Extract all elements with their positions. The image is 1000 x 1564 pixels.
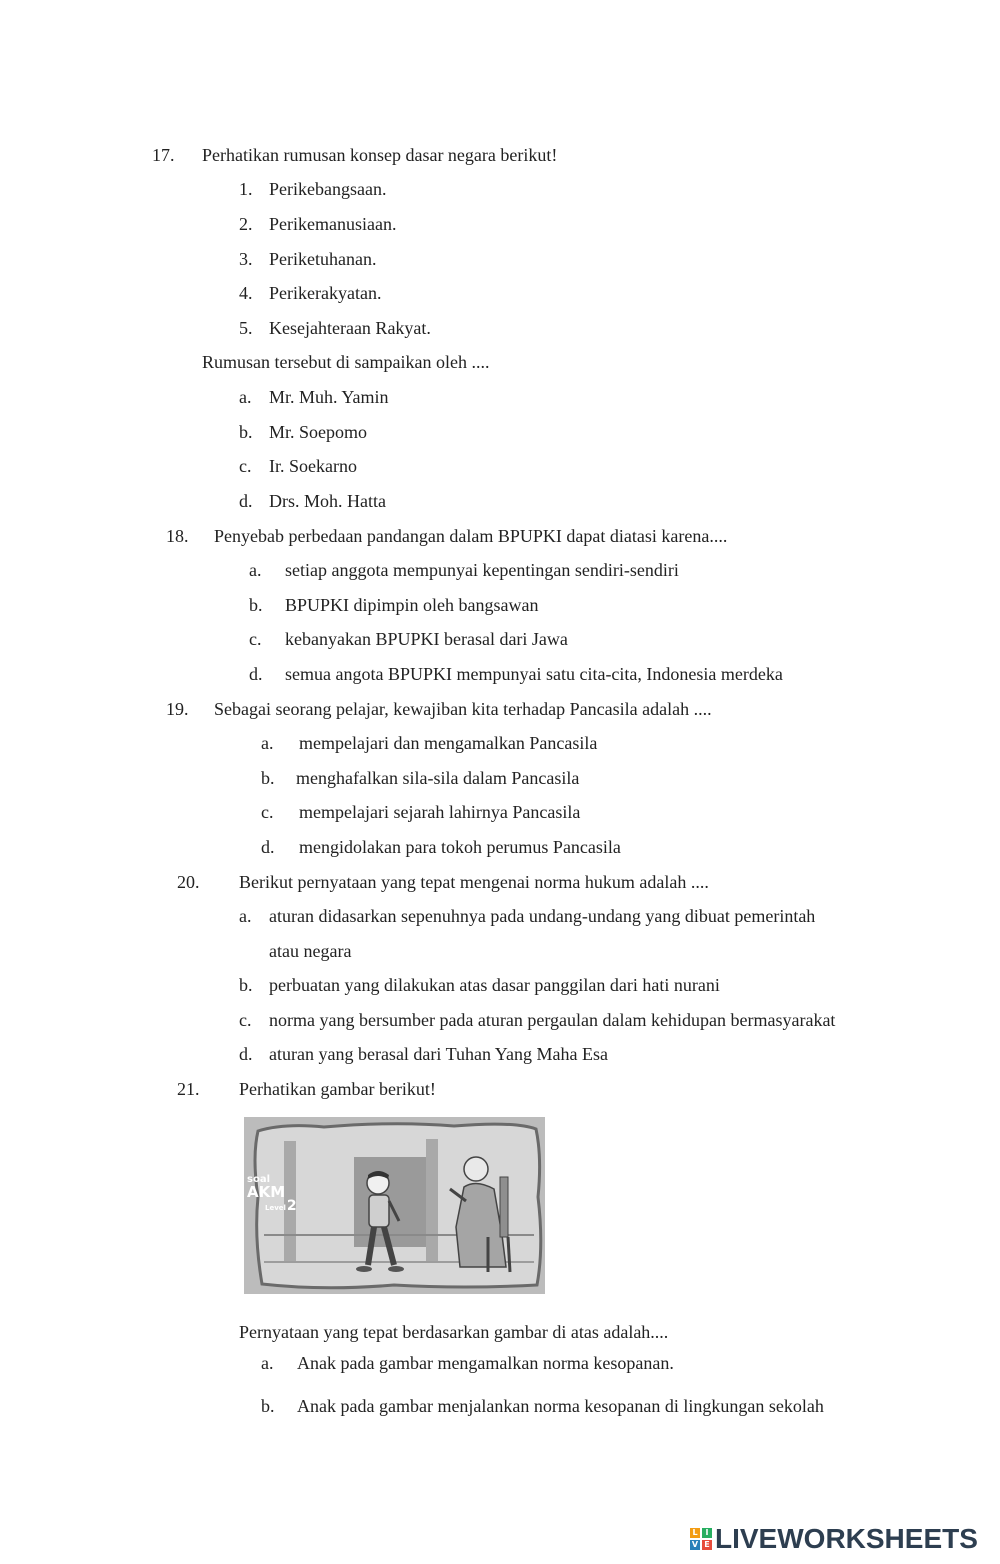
q17-option-letter[interactable]: d.	[239, 491, 253, 511]
q20-option-letter[interactable]: b.	[239, 975, 253, 995]
q18-option-letter[interactable]: b.	[249, 595, 263, 615]
akm-badge-level: 2	[286, 1198, 297, 1214]
akm-badge-top: soal	[247, 1174, 270, 1185]
q21-number: 21.	[177, 1079, 200, 1099]
q17-item-text: Kesejahteraan Rakyat.	[269, 318, 431, 338]
q17-stem: Rumusan tersebut di sampaikan oleh ....	[202, 352, 490, 372]
q18-option-letter[interactable]: d.	[249, 664, 263, 684]
q18-option-b[interactable]: BPUPKI dipimpin oleh bangsawan	[285, 595, 539, 615]
q20-option-b[interactable]: perbuatan yang dilakukan atas dasar panggilan dari hati nurani	[269, 975, 720, 995]
q17-option-letter[interactable]: c.	[239, 456, 252, 476]
q21-option-a[interactable]: Anak pada gambar mengamalkan norma kesopanan.	[297, 1353, 674, 1373]
q17-item-number: 2.	[239, 214, 253, 234]
q19-number: 19.	[166, 699, 189, 719]
q17-number: 17.	[152, 145, 175, 165]
q18-option-d[interactable]: semua angota BPUPKI mempunyai satu cita-cita, Indonesia merdeka	[285, 664, 783, 684]
q19-option-letter[interactable]: b.	[261, 768, 275, 788]
q17-option-a[interactable]: Mr. Muh. Yamin	[269, 387, 389, 407]
q21-prompt: Perhatikan gambar berikut!	[239, 1079, 436, 1099]
q17-item-text: Perikemanusiaan.	[269, 214, 397, 234]
q17-option-d[interactable]: Drs. Moh. Hatta	[269, 491, 386, 511]
logo-tiles-icon	[690, 1528, 712, 1550]
q19-option-b[interactable]: menghafalkan sila-sila dalam Pancasila	[296, 768, 580, 788]
q18-option-letter[interactable]: a.	[249, 560, 262, 580]
q20-option-letter[interactable]: d.	[239, 1044, 253, 1064]
q20-option-a-continued[interactable]: atau negara	[269, 941, 352, 961]
q18-option-a[interactable]: setiap anggota mempunyai kepentingan sendiri-sendiri	[285, 560, 679, 580]
q17-item-number: 4.	[239, 283, 253, 303]
q17-option-letter[interactable]: b.	[239, 422, 253, 442]
q17-prompt: Perhatikan rumusan konsep dasar negara berikut!	[202, 145, 558, 165]
q19-option-d[interactable]: mengidolakan para tokoh perumus Pancasila	[299, 837, 621, 857]
q17-option-c[interactable]: Ir. Soekarno	[269, 456, 357, 476]
logo-tile: E	[702, 1540, 712, 1550]
logo-tile: L	[690, 1528, 700, 1538]
q17-item-number: 3.	[239, 249, 253, 269]
liveworksheets-logo[interactable]	[690, 1522, 978, 1556]
q17-item-text: Periketuhanan.	[269, 249, 377, 269]
akm-badge	[247, 1175, 307, 1212]
q18-option-c[interactable]: kebanyakan BPUPKI berasal dari Jawa	[285, 629, 568, 649]
q20-option-letter[interactable]: c.	[239, 1010, 252, 1030]
q20-prompt: Berikut pernyataan yang tepat mengenai norma hukum adalah ....	[239, 872, 709, 892]
q18-option-letter[interactable]: c.	[249, 629, 262, 649]
q19-option-c[interactable]: mempelajari sejarah lahirnya Pancasila	[299, 802, 581, 822]
q18-number: 18.	[166, 526, 189, 546]
q17-item-text: Perikerakyatan.	[269, 283, 382, 303]
q17-item-text: Perikebangsaan.	[269, 179, 387, 199]
q17-option-b[interactable]: Mr. Soepomo	[269, 422, 368, 442]
q19-prompt: Sebagai seorang pelajar, kewajiban kita terhadap Pancasila adalah ....	[214, 699, 712, 719]
q18-prompt: Penyebab perbedaan pandangan dalam BPUPKI dapat diatasi karena....	[214, 526, 728, 546]
q20-option-d[interactable]: aturan yang berasal dari Tuhan Yang Maha Esa	[269, 1044, 608, 1064]
q19-option-a[interactable]: mempelajari dan mengamalkan Pancasila	[299, 733, 598, 753]
q17-option-letter[interactable]: a.	[239, 387, 252, 407]
q19-option-letter[interactable]: d.	[261, 837, 275, 857]
logo-tile: V	[691, 1540, 699, 1549]
q20-option-a[interactable]: aturan didasarkan sepenuhnya pada undang-undang yang dibuat pemerintah	[269, 906, 816, 926]
q21-option-letter[interactable]: a.	[261, 1353, 274, 1373]
akm-badge-sub: Level	[265, 1204, 286, 1212]
q21-illustration	[244, 1117, 545, 1294]
q20-number: 20.	[177, 872, 200, 892]
logo-tile: I	[702, 1528, 712, 1538]
q19-option-letter[interactable]: a.	[261, 733, 274, 753]
q21-option-b[interactable]: Anak pada gambar menjalankan norma kesopanan di lingkungan sekolah	[297, 1396, 824, 1416]
q19-option-letter[interactable]: c.	[261, 802, 274, 822]
q17-item-number: 5.	[239, 318, 253, 338]
q20-option-c[interactable]: norma yang bersumber pada aturan pergaulan dalam kehidupan bermasyarakat	[269, 1010, 836, 1030]
logo-text: LIVEWORKSHEETS	[715, 1523, 978, 1554]
q20-option-letter[interactable]: a.	[239, 906, 252, 926]
akm-badge-main: AKM	[247, 1183, 286, 1201]
q21-stem: Pernyataan yang tepat berdasarkan gambar di atas adalah....	[239, 1322, 669, 1342]
q21-option-letter[interactable]: b.	[261, 1396, 275, 1416]
q17-item-number: 1.	[239, 179, 253, 199]
